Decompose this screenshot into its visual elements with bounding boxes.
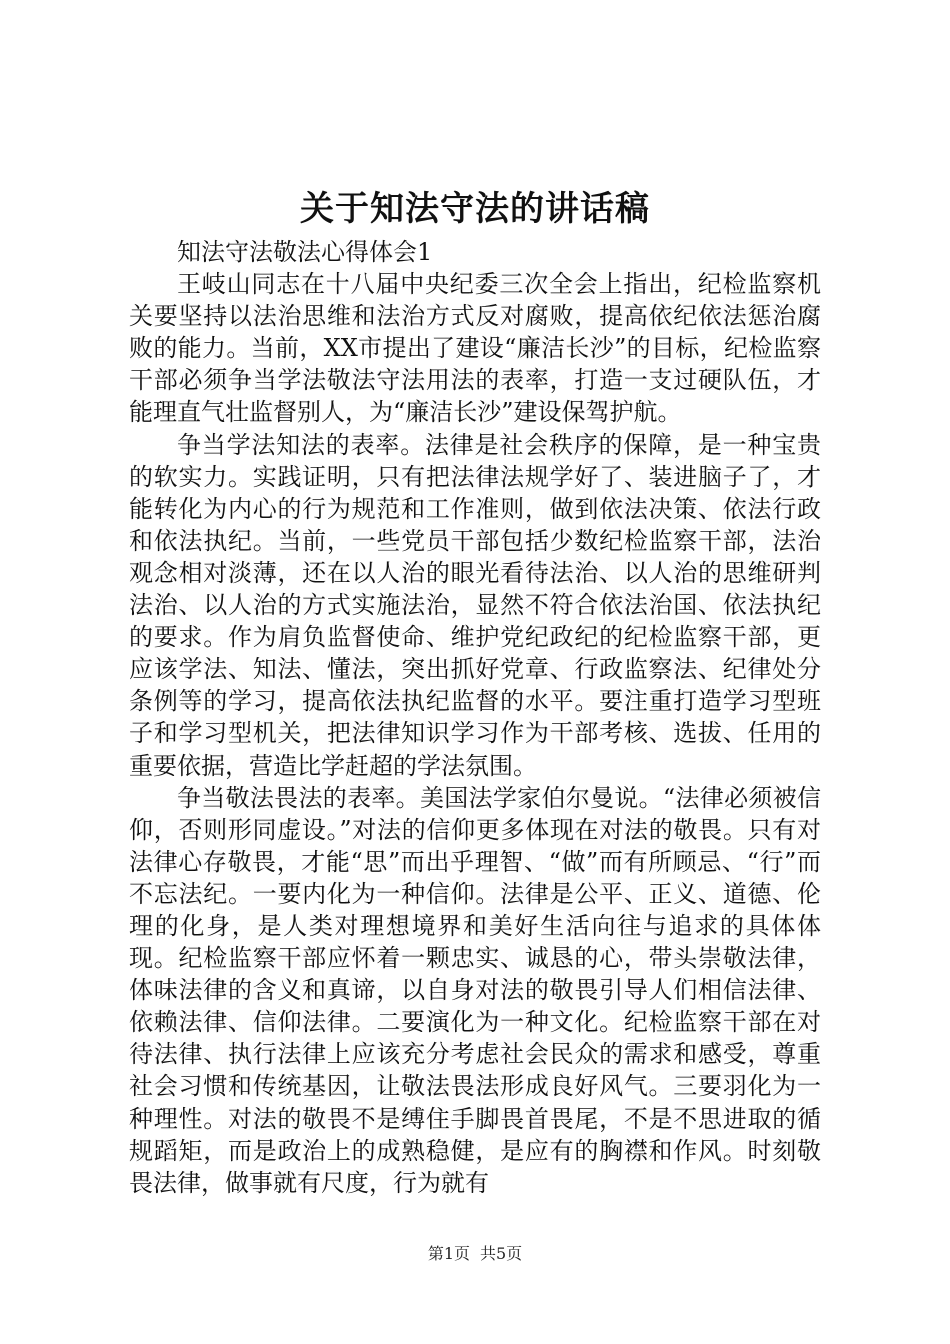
document-body [129, 236, 821, 1199]
page-number: 第1页 [427, 1244, 470, 1263]
page-total: 共5页 [480, 1244, 523, 1263]
body-paragraph-1: 王岐山同志在十八届中央纪委三次全会上指出，纪检监察机关要坚持以法治思维和法治方式反对腐败，提高依纪依法惩治腐败的能力。当前，XX市提出了建设“廉洁长沙”的目标，纪检监察干部必须争当学法敬法守法用法的表率，打造一支过硬队伍，才能理直气壮监督别人，为“廉洁长沙”建设保驾护航。 [129, 270, 821, 427]
document-title: 关于知法守法的讲话稿 [300, 189, 650, 229]
body-paragraph-3: 争当敬法畏法的表率。美国法学家伯尔曼说。“法律必须被信仰，否则形同虚设。”对法的信仰更多体现在对法的敬畏。只有对法律心存敬畏，才能“思”而出乎理智、“做”而有所顾忌、“行”而不忘法纪。一要内化为一种信仰。法律是公平、正义、道德、伦理的化身，是人类对理想境界和美好生活向往与追求的具体体现。纪检监察干部应怀着一颗忠实、诚恳的心，带头崇敬法律，体味法律的含义和真谛，以自身对法的敬畏引导人们相信法律、依赖法律、信仰法律。二要演化为一种文化。纪检监察干部在对待法律、执行法律上应该充分考虑社会民众的需求和感受，尊重社会习惯和传统基因，让敬法畏法形成良好风气。三要羽化为一种理性。对法的敬畏不是缚住手脚畏首畏尾，不是不思进取的循规蹈矩，而是政治上的成熟稳健，是应有的胸襟和作风。时刻敬畏法律，做事就有尺度，行为就有 [129, 783, 821, 1197]
body-paragraph-2: 争当学法知法的表率。法律是社会秩序的保障，是一种宝贵的软实力。实践证明，只有把法律法规学好了、装进脑子了，才能转化为内心的行为规范和工作准则，做到依法决策、依法行政和依法执纪。当前，一些党员干部包括少数纪检监察干部，法治观念相对淡薄，还在以人治的眼光看待法治、以人治的思维研判法治、以人治的方式实施法治，显然不符合依法治国、依法执纪的要求。作为肩负监督使命、维护党纪政纪的纪检监察干部，更应该学法、知法、懂法，突出抓好党章、行政监察法、纪律处分条例等的学习，提高依法执纪监督的水平。要注重打造学习型班子和学习型机关，把法律知识学习作为干部考核、选拔、任用的重要依据，营造比学赶超的学法氛围。 [129, 430, 821, 780]
subtitle-paragraph: 知法守法敬法心得体会1 [177, 238, 433, 266]
page-footer [0, 1244, 950, 1264]
